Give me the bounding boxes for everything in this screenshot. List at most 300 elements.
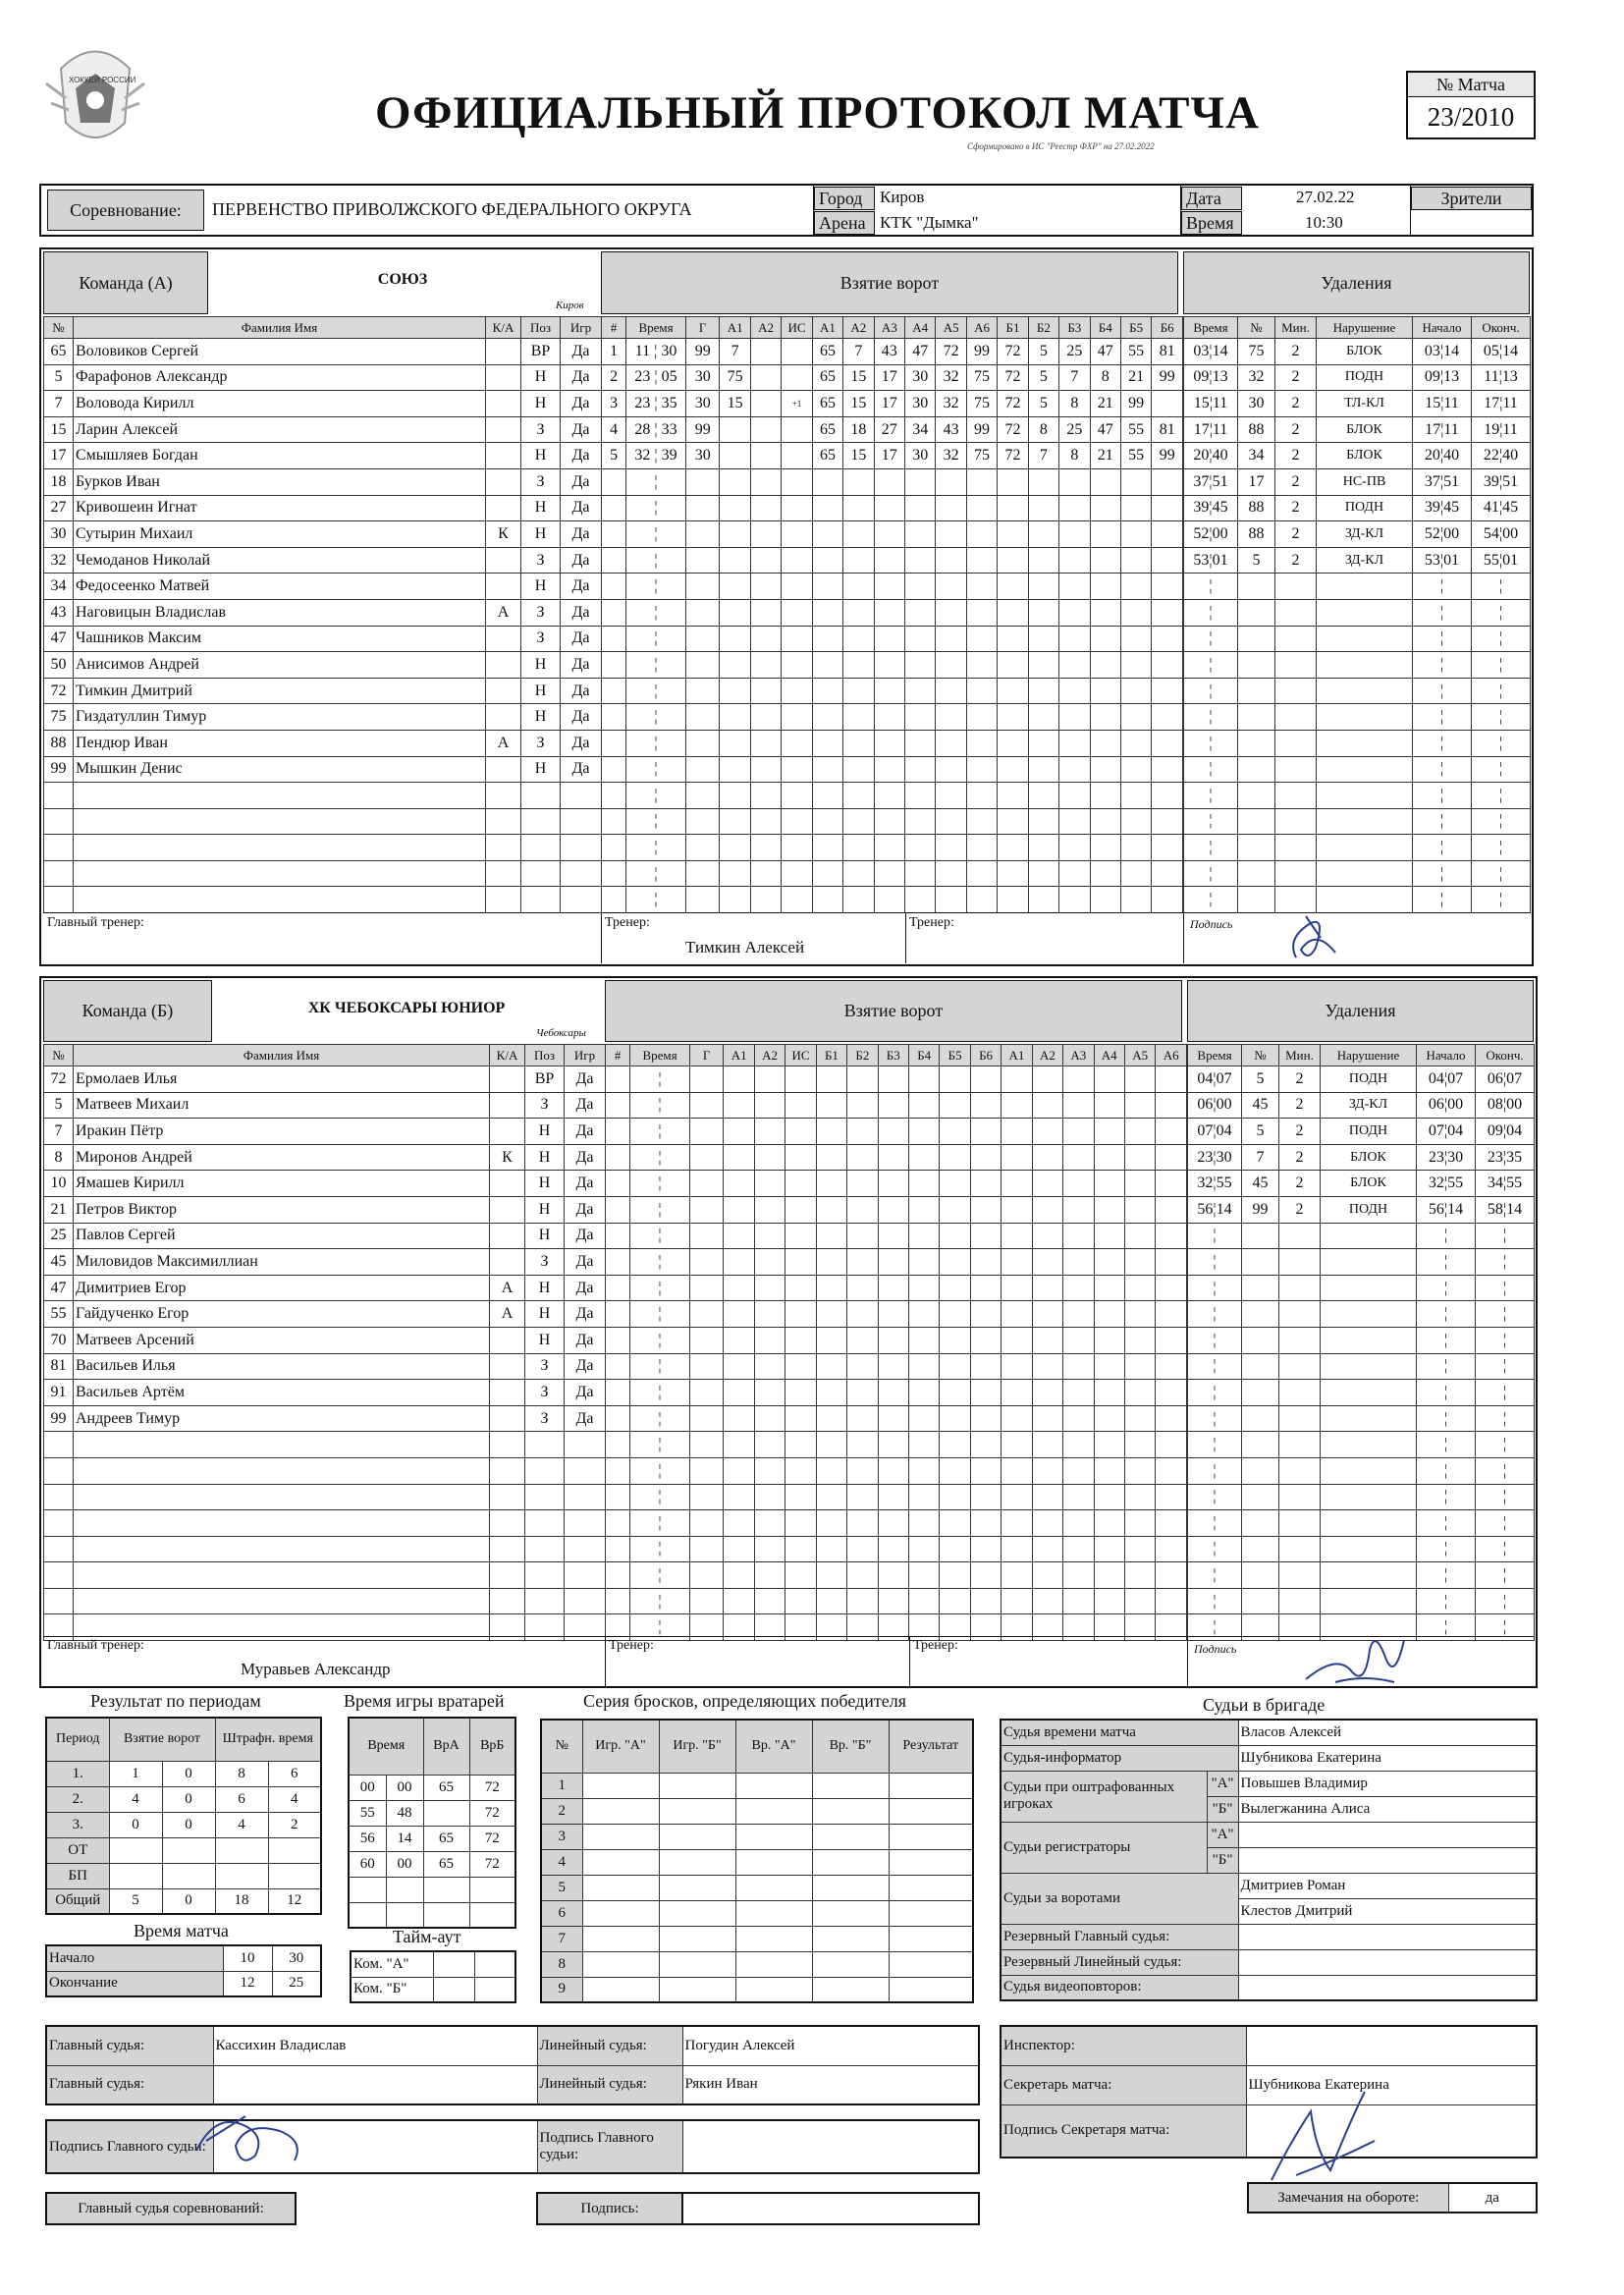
pen-time-cell: ¦	[1184, 704, 1238, 731]
pen-cell	[1242, 1536, 1279, 1562]
roster-cell	[525, 1484, 565, 1510]
goal-time-cell: ¦	[630, 1588, 690, 1614]
shootout-cell	[812, 1849, 889, 1875]
goal-cell	[1094, 1353, 1124, 1380]
goal-cell	[812, 652, 842, 679]
pen-cell	[1321, 1249, 1417, 1276]
pen-time-cell: ¦	[1417, 1588, 1476, 1614]
pen-cell	[1279, 1353, 1321, 1380]
pen-cell: 2	[1279, 1171, 1321, 1197]
goal-cell	[940, 1066, 970, 1093]
pen-time-cell: ¦	[1413, 678, 1472, 704]
column-header: Вр. "Б"	[812, 1720, 889, 1773]
goal-time-cell: ¦	[630, 1171, 690, 1197]
goal-time-cell: ¦	[626, 574, 686, 600]
goal-cell	[1059, 574, 1090, 600]
roster-cell	[44, 808, 74, 835]
goal-cell: 47	[1090, 339, 1120, 365]
goal-cell	[782, 599, 812, 626]
table-row	[349, 1826, 515, 1851]
roster-cell	[74, 1484, 490, 1510]
goal-cell	[970, 1275, 1001, 1301]
goal-time-cell: 23 ¦ 05	[626, 364, 686, 391]
goal-cell	[1032, 1510, 1062, 1537]
shootout-title: Серия бросков, определяющих победителя	[583, 1691, 907, 1711]
goal-cell	[816, 1092, 846, 1119]
goal-cell	[878, 1536, 908, 1562]
table-row	[44, 521, 602, 548]
table-row	[44, 599, 602, 626]
goal-cell: 34	[905, 416, 936, 443]
goal-cell	[1063, 1275, 1094, 1301]
goal-cell	[1124, 1484, 1155, 1510]
roster-cell: 32	[44, 547, 74, 574]
goal-cell	[602, 704, 626, 731]
table-row	[606, 1405, 1187, 1432]
pen-cell: БЛОК	[1317, 416, 1413, 443]
table-row	[1184, 808, 1531, 835]
table-row	[44, 1484, 606, 1510]
pen-time-cell: ¦	[1184, 574, 1238, 600]
goal-cell	[998, 495, 1028, 521]
goal-cell	[782, 756, 812, 783]
roster-cell: Да	[565, 1249, 606, 1276]
shootout-cell	[582, 1798, 659, 1824]
goal-cell	[1152, 756, 1183, 783]
goal-cell	[1032, 1223, 1062, 1249]
goal-cell	[1094, 1119, 1124, 1145]
goal-cell	[1090, 808, 1120, 835]
table-row	[44, 1380, 606, 1406]
pen-sec: 51	[1212, 472, 1228, 490]
table-row	[44, 574, 602, 600]
roster-cell	[44, 1484, 74, 1510]
pen-cell	[1317, 808, 1413, 835]
shootout-cell	[812, 1875, 889, 1900]
pen-cell	[1238, 783, 1275, 809]
match-number-label: № Матча	[1408, 73, 1534, 97]
shootout-cell	[735, 1824, 812, 1849]
goal-cell	[847, 1432, 878, 1458]
goal-cell	[606, 1249, 630, 1276]
pen-cell	[1279, 1588, 1321, 1614]
shootout-cell	[735, 1951, 812, 1977]
goal-cell	[909, 1457, 940, 1484]
goal-cell: 99	[685, 339, 720, 365]
pen-time-cell: 54¦00	[1472, 521, 1531, 548]
goal-min: 28	[634, 420, 651, 438]
goal-cell: 5	[1028, 391, 1058, 417]
goal-cell	[878, 1119, 908, 1145]
goal-cell	[1124, 1301, 1155, 1328]
pen-min: 37	[1193, 472, 1210, 490]
goal-cell	[689, 1380, 724, 1406]
column-header: №	[1238, 317, 1275, 339]
date-value: 27.02.22	[1296, 188, 1355, 206]
pen-cell	[1279, 1536, 1321, 1562]
column-header: Игр	[561, 317, 602, 339]
pen-sec: 00	[1443, 524, 1460, 542]
city-value: Киров	[880, 188, 925, 206]
remarks-label: Замечания на обороте:	[1248, 2183, 1448, 2213]
goal-cell	[998, 835, 1028, 861]
shootout-cell	[582, 1977, 659, 2002]
goal-cell	[878, 1510, 908, 1537]
pen-min: 58	[1487, 1200, 1503, 1218]
roster-cell	[490, 1588, 525, 1614]
pen-cell: 2	[1279, 1196, 1321, 1223]
goal-cell	[878, 1380, 908, 1406]
roster-cell	[490, 1353, 525, 1380]
pen-cell	[1279, 1432, 1321, 1458]
goal-cell	[754, 1405, 785, 1432]
goal-cell	[750, 835, 781, 861]
roster-cell	[44, 1562, 74, 1589]
roster-cell	[486, 468, 521, 495]
arena-label: Арена	[814, 211, 875, 235]
goal-cell: +1	[782, 391, 812, 417]
official-reg-label: Судьи регистраторы	[1001, 1822, 1207, 1873]
team-a-signature	[1276, 908, 1355, 967]
goal-cell	[847, 1327, 878, 1353]
pen-cell: ЗД-КЛ	[1321, 1092, 1417, 1119]
goal-cell	[1094, 1223, 1124, 1249]
roster-cell: Да	[565, 1066, 606, 1093]
goal-cell	[998, 599, 1028, 626]
column-header: Б1	[816, 1045, 846, 1066]
goal-cell: 65	[812, 443, 842, 469]
goal-time-cell: ¦	[630, 1562, 690, 1589]
goal-cell	[685, 574, 720, 600]
goal-cell: 81	[1152, 416, 1183, 443]
goal-cell	[782, 704, 812, 731]
table-row	[1188, 1275, 1535, 1301]
table-row	[602, 678, 1183, 704]
pen-time-cell: 03¦14	[1413, 339, 1472, 365]
pen-sec: 45	[1443, 499, 1460, 517]
goal-cell	[754, 1327, 785, 1353]
table-row	[44, 626, 602, 652]
table-row	[606, 1275, 1187, 1301]
goal-sec: 05	[661, 368, 677, 386]
roster-cell: Да	[561, 547, 602, 574]
pen-cell: 5	[1238, 547, 1275, 574]
goal-cell	[970, 1510, 1001, 1537]
roster-cell	[565, 1588, 606, 1614]
goal-cell	[1063, 1405, 1094, 1432]
goal-time-cell: ¦	[630, 1196, 690, 1223]
goal-cell	[1156, 1066, 1187, 1093]
goal-cell	[1156, 1588, 1187, 1614]
goal-cell	[1120, 835, 1151, 861]
pen-cell: 34	[1238, 443, 1275, 469]
goal-cell	[816, 1405, 846, 1432]
pen-time-cell: ¦	[1476, 1405, 1535, 1432]
roster-cell: 30	[44, 521, 74, 548]
roster-cell	[74, 1432, 490, 1458]
goal-cell	[1028, 783, 1058, 809]
pen-sec: 13	[1443, 368, 1460, 386]
pen-min: 15	[1193, 394, 1210, 411]
goal-cell	[785, 1510, 816, 1537]
goal-cell	[685, 547, 720, 574]
goal-cell	[1152, 808, 1183, 835]
goal-cell	[874, 521, 904, 548]
goal-cell	[970, 1171, 1001, 1197]
goal-cell	[1090, 835, 1120, 861]
official-penalty-a: Повышев Владимир	[1238, 1771, 1537, 1796]
pen-sec: 04	[1216, 1121, 1232, 1139]
roster-cell: А	[490, 1301, 525, 1328]
official-time-label: Судья времени матча	[1001, 1720, 1238, 1745]
roster-cell: 70	[44, 1327, 74, 1353]
pen-cell	[1321, 1223, 1417, 1249]
pen-time-cell: ¦	[1472, 652, 1531, 679]
timeout-table	[350, 1950, 516, 2003]
pen-min: 23	[1197, 1148, 1214, 1166]
table-row	[44, 1092, 606, 1119]
goal-cell	[1001, 1171, 1032, 1197]
roster-cell	[490, 1484, 525, 1510]
goal-cell	[785, 1249, 816, 1276]
table-row	[606, 1223, 1187, 1249]
column-header: А4	[1094, 1045, 1124, 1066]
pen-cell: 99	[1242, 1196, 1279, 1223]
table-row	[1184, 730, 1531, 756]
goal-cell	[685, 860, 720, 887]
goal-cell	[754, 1092, 785, 1119]
goal-cell	[720, 547, 750, 574]
goal-cell	[874, 756, 904, 783]
sign-secretary-label: Подпись Секретаря матча:	[1001, 2104, 1246, 2158]
pen-time-cell: ¦	[1188, 1536, 1242, 1562]
team-a-goals	[601, 316, 1183, 913]
goal-cell	[724, 1171, 754, 1197]
goal-cell: 8	[1028, 416, 1058, 443]
roster-cell	[565, 1510, 606, 1537]
pen-time-cell: ¦	[1417, 1562, 1476, 1589]
goal-cell	[754, 1432, 785, 1458]
pen-time-cell: ¦	[1413, 860, 1472, 887]
team-b-label: Команда (Б)	[43, 980, 212, 1042]
goal-cell	[816, 1510, 846, 1537]
goal-cell	[878, 1457, 908, 1484]
pen-time-cell: ¦	[1188, 1614, 1242, 1641]
team-a-coach2-label: Тренер:	[909, 915, 954, 930]
goal-cell	[685, 626, 720, 652]
goal-cell	[847, 1144, 878, 1171]
roster-cell: Сутырин Михаил	[74, 521, 486, 548]
roster-cell: 99	[44, 1405, 74, 1432]
goal-time-cell: ¦	[626, 468, 686, 495]
goal-cell	[782, 574, 812, 600]
pen-cell: ПОДН	[1321, 1196, 1417, 1223]
goal-cell	[812, 808, 842, 835]
goal-cell	[878, 1092, 908, 1119]
goal-sec: 30	[661, 342, 677, 359]
goal-cell	[1063, 1588, 1094, 1614]
pen-sec: 07	[1447, 1069, 1464, 1087]
goal-cell: 72	[998, 339, 1028, 365]
goal-time-cell: ¦	[626, 887, 686, 913]
roster-cell: Миловидов Максимиллиан	[74, 1249, 490, 1276]
shootout-number: 6	[541, 1900, 582, 1926]
table-row	[44, 756, 602, 783]
goal-cell	[905, 599, 936, 626]
pen-min: 20	[1424, 447, 1440, 464]
goal-cell	[754, 1510, 785, 1537]
goal-cell	[847, 1484, 878, 1510]
table-row	[44, 416, 602, 443]
goal-cell	[1090, 547, 1120, 574]
pen-cell	[1242, 1301, 1279, 1328]
shootout-cell	[582, 1849, 659, 1875]
pen-time-cell: 32¦55	[1188, 1171, 1242, 1197]
goal-cell	[1124, 1353, 1155, 1380]
roster-cell: Да	[561, 678, 602, 704]
roster-cell: Да	[561, 495, 602, 521]
goal-cell	[905, 626, 936, 652]
goal-cell	[750, 730, 781, 756]
goal-cell	[1028, 808, 1058, 835]
shootout-cell	[889, 1849, 973, 1875]
shootout-number: 1	[541, 1773, 582, 1798]
pen-time-cell: ¦	[1417, 1275, 1476, 1301]
goal-cell	[724, 1588, 754, 1614]
goal-cell: 17	[874, 391, 904, 417]
roster-cell: Да	[565, 1223, 606, 1249]
pen-min: 06	[1487, 1069, 1503, 1087]
roster-cell	[486, 391, 521, 417]
goal-cell	[750, 704, 781, 731]
shootout-cell	[735, 1798, 812, 1824]
goal-cell	[816, 1562, 846, 1589]
pen-time-cell: ¦	[1472, 860, 1531, 887]
shootout-cell	[582, 1875, 659, 1900]
pen-min: 09	[1193, 368, 1210, 386]
goal-cell	[966, 887, 997, 913]
goal-cell	[1124, 1249, 1155, 1276]
pen-min: 17	[1425, 420, 1441, 438]
goal-cell	[940, 1144, 970, 1171]
goal-cell	[750, 808, 781, 835]
goal-cell	[685, 521, 720, 548]
goal-cell	[1156, 1405, 1187, 1432]
roster-cell	[44, 1510, 74, 1537]
goal-cell	[909, 1562, 940, 1589]
roster-cell	[486, 364, 521, 391]
roster-cell: Н	[521, 678, 561, 704]
goal-cell	[724, 1196, 754, 1223]
pen-time-cell: ¦	[1413, 783, 1472, 809]
goal-cell	[847, 1380, 878, 1406]
roster-cell	[74, 835, 486, 861]
period-cell: 1.	[46, 1761, 109, 1786]
goal-cell	[878, 1353, 908, 1380]
goal-cell: 30	[905, 364, 936, 391]
goal-cell: 32	[936, 443, 966, 469]
roster-cell	[486, 756, 521, 783]
goal-cell	[847, 1275, 878, 1301]
pen-min: 06	[1197, 1096, 1214, 1114]
goal-cell	[936, 808, 966, 835]
table-row	[1184, 547, 1531, 574]
goal-cell: 25	[1059, 339, 1090, 365]
goalie-cell: 14	[386, 1826, 423, 1851]
pen-min: 09	[1424, 368, 1440, 386]
goal-cell	[1090, 626, 1120, 652]
roster-cell	[521, 835, 561, 861]
goal-cell	[970, 1562, 1001, 1589]
table-row	[349, 1851, 515, 1877]
goal-cell	[970, 1119, 1001, 1145]
roster-cell: З	[521, 626, 561, 652]
goal-cell	[1001, 1562, 1032, 1589]
pen-time-cell: 53¦01	[1184, 547, 1238, 574]
roster-cell: 7	[44, 391, 74, 417]
roster-cell: Да	[565, 1275, 606, 1301]
pen-time-cell: ¦	[1188, 1484, 1242, 1510]
table-row	[606, 1066, 1187, 1093]
goalie-header-a: ВрА	[423, 1718, 469, 1775]
goal-time-cell: ¦	[630, 1327, 690, 1353]
roster-cell	[490, 1432, 525, 1458]
roster-cell: Мышкин Денис	[74, 756, 486, 783]
pen-sec: 00	[1447, 1096, 1464, 1114]
goal-cell: 65	[812, 364, 842, 391]
shootout-cell	[889, 1977, 973, 2002]
goal-cell	[1001, 1144, 1032, 1171]
pen-cell	[1238, 835, 1275, 861]
roster-cell: Н	[521, 574, 561, 600]
pen-cell: 45	[1242, 1171, 1279, 1197]
goal-cell	[1124, 1066, 1155, 1093]
goal-cell	[720, 704, 750, 731]
goal-cell	[812, 599, 842, 626]
goal-cell	[812, 626, 842, 652]
goal-cell	[1094, 1457, 1124, 1484]
pen-cell	[1321, 1405, 1417, 1432]
goal-cell	[966, 468, 997, 495]
pen-sec: 55	[1506, 1175, 1523, 1192]
goal-cell	[754, 1380, 785, 1406]
shootout-cell	[659, 1900, 735, 1926]
goal-cell	[689, 1484, 724, 1510]
column-header: Б4	[909, 1045, 940, 1066]
goal-cell	[1152, 887, 1183, 913]
roster-cell: Н	[521, 704, 561, 731]
pen-time-cell: 17¦11	[1413, 416, 1472, 443]
table-row	[44, 443, 602, 469]
table-row	[44, 783, 602, 809]
goal-cell	[970, 1327, 1001, 1353]
roster-cell: З	[525, 1092, 565, 1119]
pen-time-cell: ¦	[1188, 1301, 1242, 1328]
main-ref-signature	[187, 2092, 324, 2170]
goalie-cell: 00	[386, 1851, 423, 1877]
pen-cell	[1242, 1275, 1279, 1301]
goal-cell	[1124, 1380, 1155, 1406]
goal-cell: 30	[905, 443, 936, 469]
goal-cell	[785, 1223, 816, 1249]
goal-cell	[750, 678, 781, 704]
goal-cell: 99	[966, 416, 997, 443]
pen-time-cell: ¦	[1476, 1223, 1535, 1249]
goal-cell	[1120, 860, 1151, 887]
roster-cell: Васильев Артём	[74, 1380, 490, 1406]
table-row	[44, 1327, 606, 1353]
goal-cell	[1156, 1380, 1187, 1406]
